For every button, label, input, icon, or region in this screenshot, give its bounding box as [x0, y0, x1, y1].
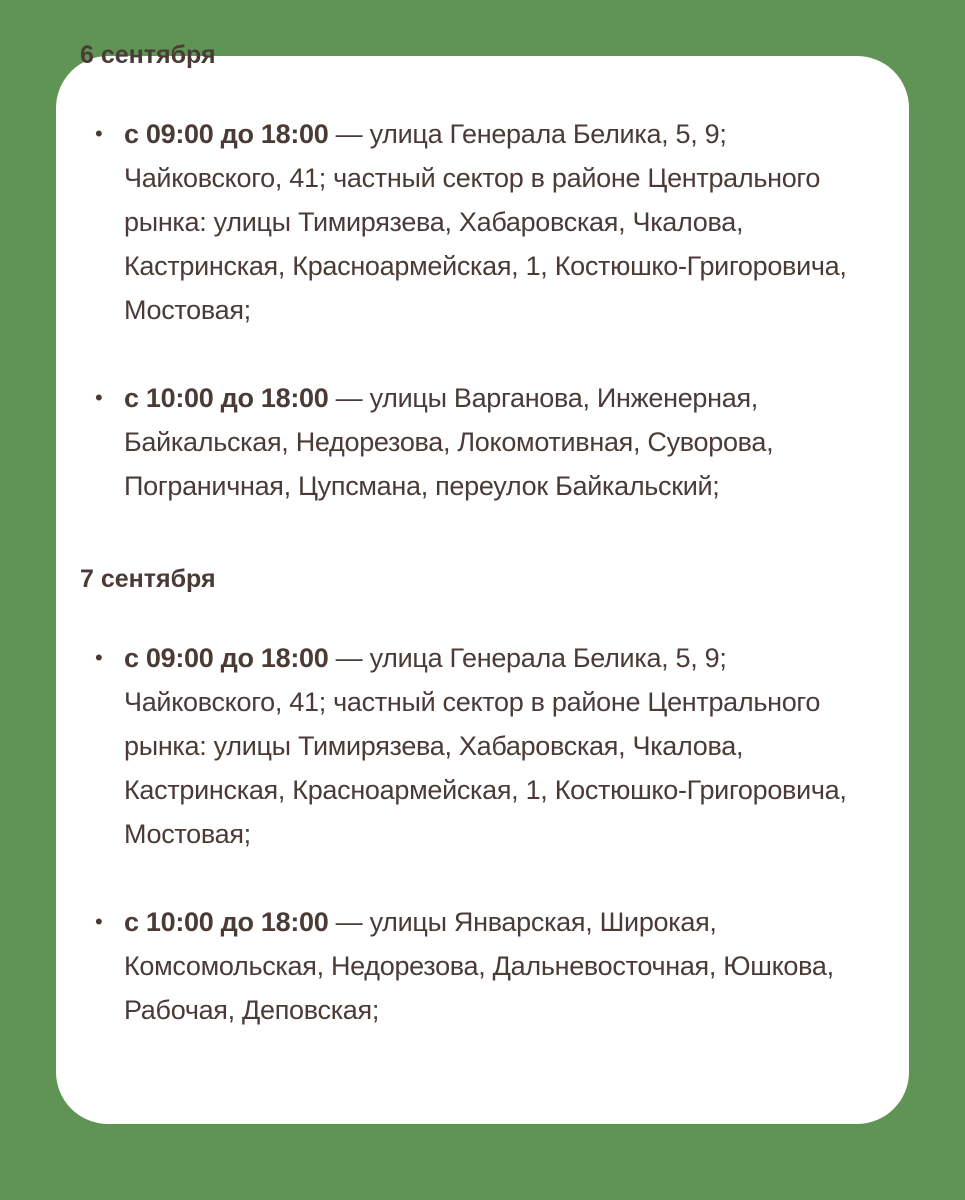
day-title: 6 сентября: [80, 41, 216, 69]
list-item: [80, 900, 879, 1032]
schedule-card: [56, 41, 909, 1124]
entries-list: [80, 636, 879, 1032]
list-item: [80, 636, 879, 856]
list-item: [80, 376, 879, 508]
bullet-icon: •: [95, 909, 103, 934]
day-section-7-september: [80, 565, 879, 1032]
bullet-icon: •: [95, 121, 103, 146]
entry-text: — улицы Январская, Широкая, Комсомольская, Недорезова, Дальневосточная, Юшкова, Рабочая, Деповская;: [124, 907, 834, 1025]
time-range: с 10:00 до 18:00: [124, 907, 329, 937]
entry-text: — улица Генерала Белика, 5, 9; Чайковского, 41; частный сектор в районе Центрального рынка: улицы Тимирязева, Хабаровская, Чкалова, Кастринская, Красноармейская, 1, Костюшко-Григоровича, Мостовая;: [124, 119, 847, 325]
entry-text: — улица Генерала Белика, 5, 9; Чайковского, 41; частный сектор в районе Центрального рынка: улицы Тимирязева, Хабаровская, Чкалова, Кастринская, Красноармейская, 1, Костюшко-Григоровича, Мостовая;: [124, 643, 847, 849]
day-section-6-september: [80, 41, 879, 508]
day-title: 7 сентября: [80, 565, 216, 593]
time-range: с 09:00 до 18:00: [124, 119, 329, 149]
time-range: с 09:00 до 18:00: [124, 643, 329, 673]
entry-text: — улицы Варганова, Инженерная, Байкальская, Недорезова, Локомотивная, Суворова, Пограничная, Цупсмана, переулок Байкальский;: [124, 383, 774, 501]
bullet-icon: •: [95, 385, 103, 410]
entries-list: [80, 112, 879, 508]
time-range: с 10:00 до 18:00: [124, 383, 329, 413]
list-item: [80, 112, 879, 332]
bullet-icon: •: [95, 645, 103, 670]
